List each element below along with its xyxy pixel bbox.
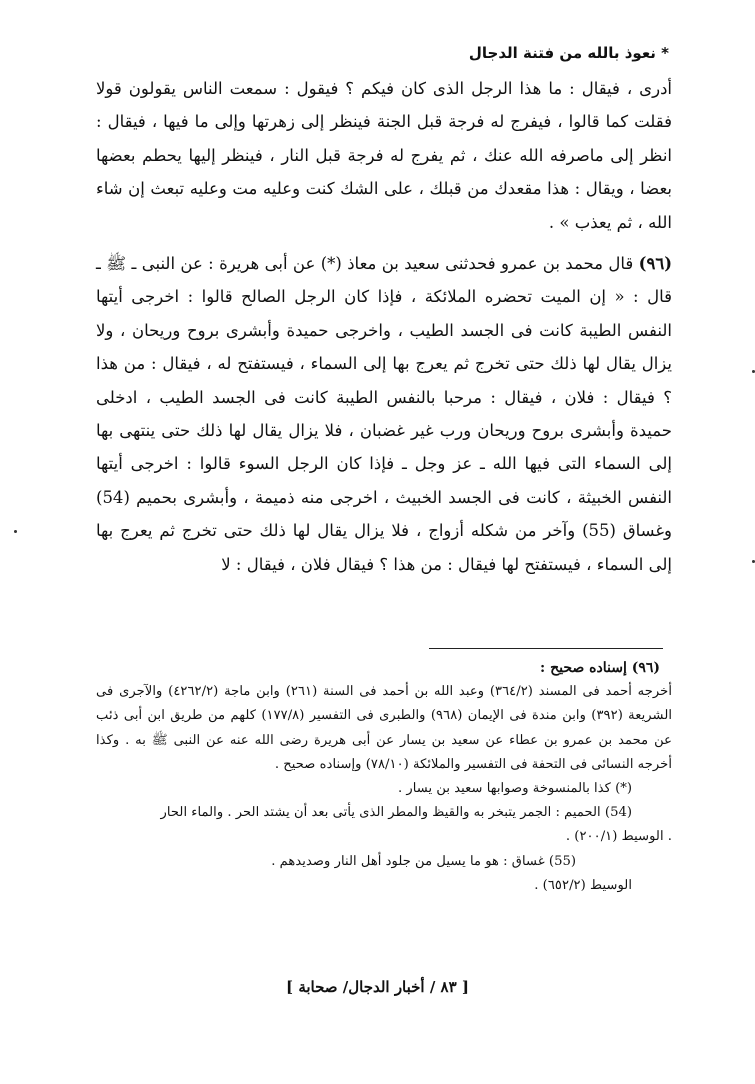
hadith-number: (٩٦): [638, 254, 672, 274]
footnotes: [96, 656, 672, 898]
footnote-title: (٩٦) إسناده صحيح :: [540, 660, 660, 676]
footnote-55-source: الوسيط (٦٥٢/٢) .: [534, 877, 632, 893]
main-text: [96, 72, 672, 581]
page-footer: [ ٨٣ / أخبار الدجال/ صحابة ]: [286, 978, 469, 996]
footnote-55: (55) غساق : هو ما يسيل من جلود أهل النار وصديدهم .: [271, 853, 576, 869]
running-header: * نعوذ بالله من فتنة الدجال: [468, 44, 669, 62]
footnote-takhrij: أخرجه أحمد فى المسند (٣٦٤/٢) وعبد الله بن أحمد فى السنة (٢٦١) وابن ماجة (٤٢٦٢/٢) والآجرى فى الشريعة (٣٩٢) وابن مندة فى الإيمان (٩٦٨) والطبرى فى التفسير (١٧٧/٨) كلهم من طريق ابن أبى ذئب عن محمد بن عمرو بن عطاء عن سعيد بن يسار عن أبى هريرة رضى الله عنه عن النبى ﷺ به . وكذا أخرجه النسائى فى التحفة فى التفسير والملائكة (٧٨/١٠) وإسناده صحيح .: [96, 684, 673, 772]
footnote-divider: [429, 648, 663, 649]
footnote-54-source: . الوسيط (٢٠٠/١) .: [565, 829, 672, 845]
hadith-text: قال محمد بن عمرو فحدثنى سعيد بن معاذ (*) عن أبى هريرة : عن النبى ـ ﷺ ـ قال : « إن الميت تحضره الملائكة ، فإذا كان الرجل الصالح قالوا : اخرجى أيتها النفس الطيبة كانت فى الجسد الطيب ، واخرجى حميدة وأبشرى بروح وريحان ، ولا يزال يقال لها ذلك حتى تخرج ثم يعرج بها إلى السماء ، فيستفتح له ، فيقال : من هذا ؟ فيقال : فلان ، فيقال : مرحبا بالنفس الطيبة كانت فى الجسد الطيب ، ادخلى حميدة وأبشرى بروح وريحان ورب غير غضبان ، فلا يزال يقال لها ذلك حتى ينتهى بها إلى السماء التى فيها الله ـ عز وجل ـ فإذا كان الرجل السوء قالوا : اخرجى أيتها النفس الخبيثة ، كانت فى الجسد الخبيث ، اخرجى منه ذميمة ، وأبشرى بحميم (54) وغساق (55) وآخر من شكله أزواج ، فلا يزال يقال لها ذلك حتى تخرج ثم يعرج بها إلى السماء ، فيستفتح لها فيقال : من هذا ؟ فيقال فلان ، فيقال : لا: [96, 254, 673, 574]
footnote-star: (*) كذا بالمنسوخة وصوابها سعيد بن يسار .: [397, 781, 632, 797]
scan-mark: [14, 530, 17, 533]
paragraph-hadith-96: [96, 247, 672, 581]
footnote-54: (54) الحميم : الجمر يتبخر به والقيظ والمطر الذى يأتى بعد أن يشتد الحر . والماء الحار: [160, 805, 632, 821]
paragraph-continuation: أدرى ، فيقال : ما هذا الرجل الذى كان فيكم ؟ فيقول : سمعت الناس يقولون قولا فقلت كما قالوا ، فيفرج له فرجة قبل الجنة فينظر إلى زهرتها وإلى ما فيها ، فيقال : انظر إلى ماصرفه الله عنك ، ثم يفرج له فرجة قبل النار ، فينظر إليها يحطم بعضها بعضا ، ويقال : هذا مقعدك من قبلك ، على الشك كنت وعليه مت وعليه تبعث إن شاء الله ، ثم يعذب » .: [96, 79, 672, 232]
